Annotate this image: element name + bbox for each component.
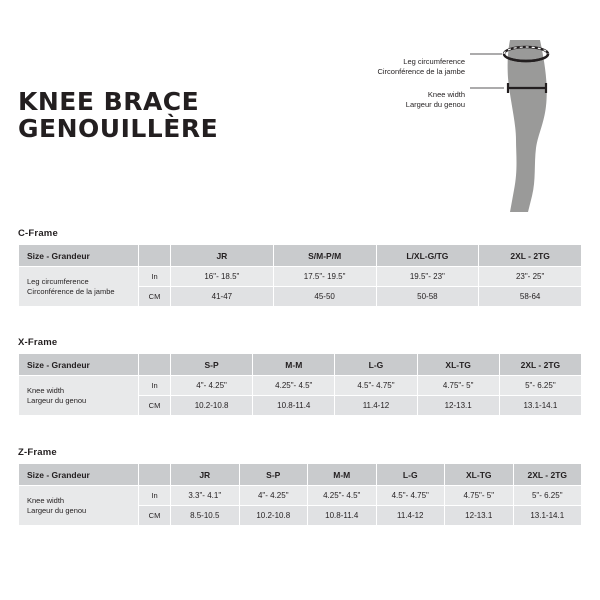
header-size-m: M-M xyxy=(253,354,335,376)
cell-value: 5"- 6.25" xyxy=(499,376,581,396)
table-z-frame xyxy=(18,463,582,526)
header-size-l: L-G xyxy=(376,464,445,486)
knee-width-label xyxy=(406,90,465,110)
cell-value: 50-58 xyxy=(376,287,479,307)
row-label xyxy=(19,267,139,307)
cell-value: 10.8-11.4 xyxy=(253,396,335,416)
cell-value: 4"- 4.25" xyxy=(239,486,308,506)
table-row xyxy=(19,376,582,396)
table-header-row xyxy=(19,245,582,267)
cell-value: 58-64 xyxy=(479,287,582,307)
cell-value: 5"- 6.25" xyxy=(513,486,582,506)
table-header-row xyxy=(19,464,582,486)
cell-value: 19.5"- 23" xyxy=(376,267,479,287)
section-x-frame xyxy=(18,337,582,416)
header-size-2xl: 2XL - 2TG xyxy=(479,245,582,267)
header-size-s: S-P xyxy=(171,354,253,376)
knee-width-label-fr: Largeur du genou xyxy=(405,100,465,109)
cell-value: 10.8-11.4 xyxy=(308,506,377,526)
cell-value: 4"- 4.25" xyxy=(171,376,253,396)
header-size-2xl: 2XL - 2TG xyxy=(499,354,581,376)
cell-value: 4.75"- 5" xyxy=(445,486,514,506)
cell-value: 10.2-10.8 xyxy=(239,506,308,526)
row-label-en: Knee width xyxy=(27,496,65,505)
header-size: Size - Grandeur xyxy=(19,464,139,486)
header-size-l: L-G xyxy=(335,354,417,376)
cell-value: 13.1-14.1 xyxy=(513,506,582,526)
title-line-english: KNEE BRACE xyxy=(18,87,200,116)
table-x-frame xyxy=(18,353,582,416)
row-label xyxy=(19,376,139,416)
title-line-french: GENOUILLÈRE xyxy=(18,114,219,143)
row-label-fr: Largeur du genou xyxy=(27,505,87,515)
leg-measurement-diagram xyxy=(310,30,580,225)
unit-cm: CM xyxy=(139,506,171,526)
row-label-fr: Largeur du genou xyxy=(27,395,87,405)
cell-value: 16"- 18.5" xyxy=(171,267,274,287)
header-size-m: M-M xyxy=(308,464,377,486)
cell-value: 3.3"- 4.1" xyxy=(171,486,240,506)
leg-silhouette xyxy=(508,40,547,212)
cell-value: 4.25"- 4.5" xyxy=(253,376,335,396)
cell-value: 45-50 xyxy=(273,287,376,307)
row-label xyxy=(19,486,139,526)
table-c-frame xyxy=(18,244,582,307)
table-row xyxy=(19,486,582,506)
cell-value: 4.25"- 4.5" xyxy=(308,486,377,506)
header-size: Size - Grandeur xyxy=(19,354,139,376)
cell-value: 4.75"- 5" xyxy=(417,376,499,396)
header-size-sm: S/M-P/M xyxy=(273,245,376,267)
leg-circumference-label xyxy=(377,57,465,77)
header-size-s: S-P xyxy=(239,464,308,486)
unit-cm: CM xyxy=(139,396,171,416)
unit-cm: CM xyxy=(139,287,171,307)
knee-width-label-en: Knee width xyxy=(427,90,465,99)
unit-in: In xyxy=(139,267,171,287)
table-header-row xyxy=(19,354,582,376)
section-title-z-frame: Z-Frame xyxy=(18,447,57,458)
row-label-en: Leg circumference xyxy=(27,277,89,286)
cell-value: 17.5"- 19.5" xyxy=(273,267,376,287)
header-size-xl: XL-TG xyxy=(445,464,514,486)
section-z-frame xyxy=(18,447,582,526)
cell-value: 8.5-10.5 xyxy=(171,506,240,526)
header-size: Size - Grandeur xyxy=(19,245,139,267)
cell-value: 41-47 xyxy=(171,287,274,307)
cell-value: 10.2-10.8 xyxy=(171,396,253,416)
unit-in: In xyxy=(139,486,171,506)
cell-value: 11.4-12 xyxy=(376,506,445,526)
cell-value: 11.4-12 xyxy=(335,396,417,416)
row-label-en: Knee width xyxy=(27,386,65,395)
cell-value: 4.5"- 4.75" xyxy=(335,376,417,396)
leg-circumference-label-fr: Circonférence de la jambe xyxy=(377,67,465,76)
header-size-jr: JR xyxy=(171,245,274,267)
cell-value: 12-13.1 xyxy=(445,506,514,526)
cell-value: 4.5"- 4.75" xyxy=(376,486,445,506)
page-title xyxy=(18,88,218,142)
leg-circumference-label-en: Leg circumference xyxy=(403,57,465,66)
header-unit xyxy=(139,464,171,486)
cell-value: 23"- 25" xyxy=(479,267,582,287)
section-title-x-frame: X-Frame xyxy=(18,337,58,348)
table-row xyxy=(19,267,582,287)
header-size-xl: XL-TG xyxy=(417,354,499,376)
header-unit xyxy=(139,354,171,376)
section-c-frame xyxy=(18,228,582,307)
cell-value: 13.1-14.1 xyxy=(499,396,581,416)
unit-in: In xyxy=(139,376,171,396)
header-unit xyxy=(139,245,171,267)
header-size-jr: JR xyxy=(171,464,240,486)
row-label-fr: Circonférence de la jambe xyxy=(27,286,115,296)
cell-value: 12-13.1 xyxy=(417,396,499,416)
section-title-c-frame: C-Frame xyxy=(18,228,58,239)
header-size-lxl: L/XL-G/TG xyxy=(376,245,479,267)
header-size-2xl: 2XL - 2TG xyxy=(513,464,582,486)
